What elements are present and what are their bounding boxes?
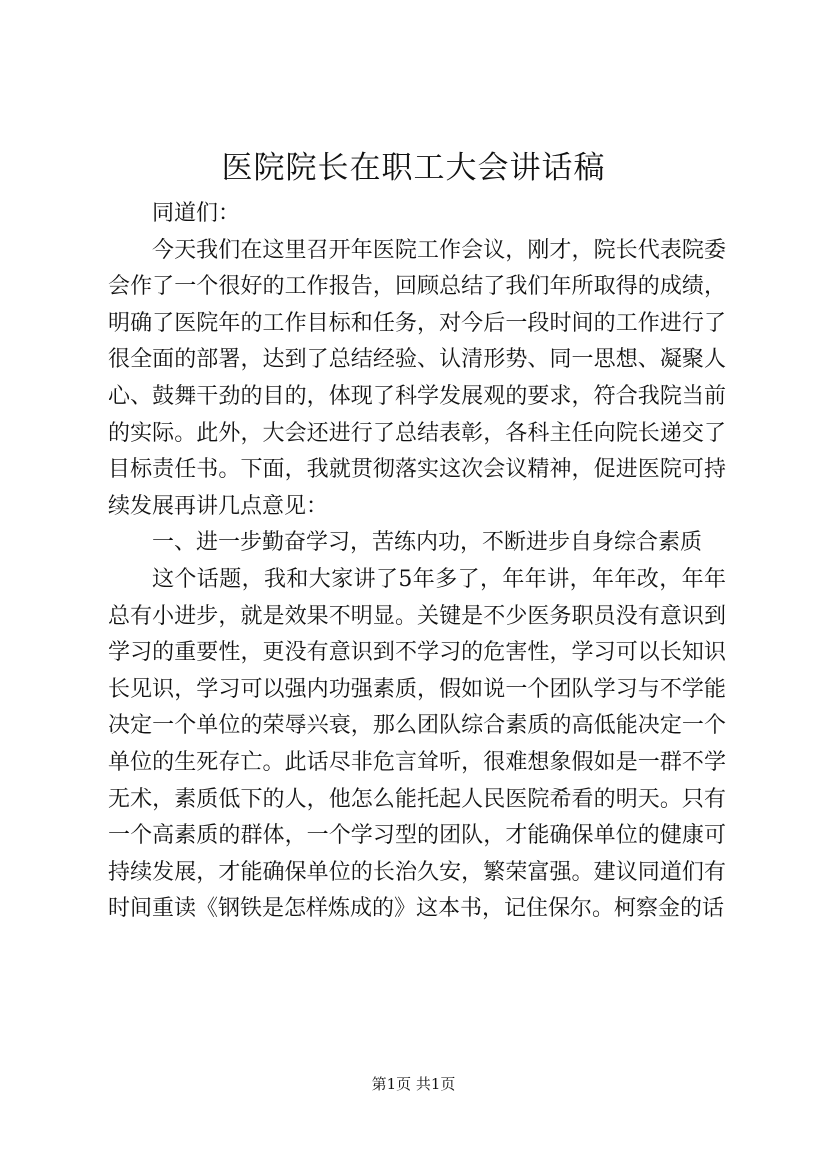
page-footer: 第1页 共1页: [371, 1075, 456, 1093]
document-body: [108, 196, 726, 928]
intro-paragraph: 今天我们在这里召开年医院工作会议，刚才，院长代表院委会作了一个很好的工作报告，回顾总结了我们年所取得的成绩，明确了医院年的工作目标和任务，对今后一段时间的工作进行了很全面的部署，达到了总结经验、认清形势、同一思想、凝聚人心、鼓舞干劲的目的，体现了科学发展观的要求，符合我院当前的实际。此外，大会还进行了总结表彰，各科主任向院长递交了目标责任书。下面，我就贯彻落实这次会议精神，促进医院可持续发展再讲几点意见：: [108, 237, 726, 519]
document-title: 医院院长在职工大会讲话稿: [221, 150, 606, 186]
section-heading: 一、进一步勤奋学习，苦练内功，不断进步自身综合素质: [152, 530, 703, 556]
salutation: 同道们：: [152, 201, 241, 226]
section-paragraph: 这个话题，我和大家讲了5年多了，年年讲，年年改，年年总有小进步，就是效果不明显。关键是不少医务职员没有意识到学习的重要性，更没有意识到不学习的危害性，学习可以长知识长见识，学习可以强内功强素质，假如说一个团队学习与不学能决定一个单位的荣辱兴衰，那么团队综合素质的高低能决定一个单位的生死存亡。此话尽非危言耸听，很难想象假如是一群不学无术，素质低下的人，他怎么能托起人民医院希看的明天。只有一个高素质的群体，一个学习型的团队，才能确保单位的健康可持续发展，才能确保单位的长治久安，繁荣富强。建议同道们有时间重读《钢铁是怎样炼成的》这本书，记住保尔。柯察金的话: [108, 566, 726, 922]
